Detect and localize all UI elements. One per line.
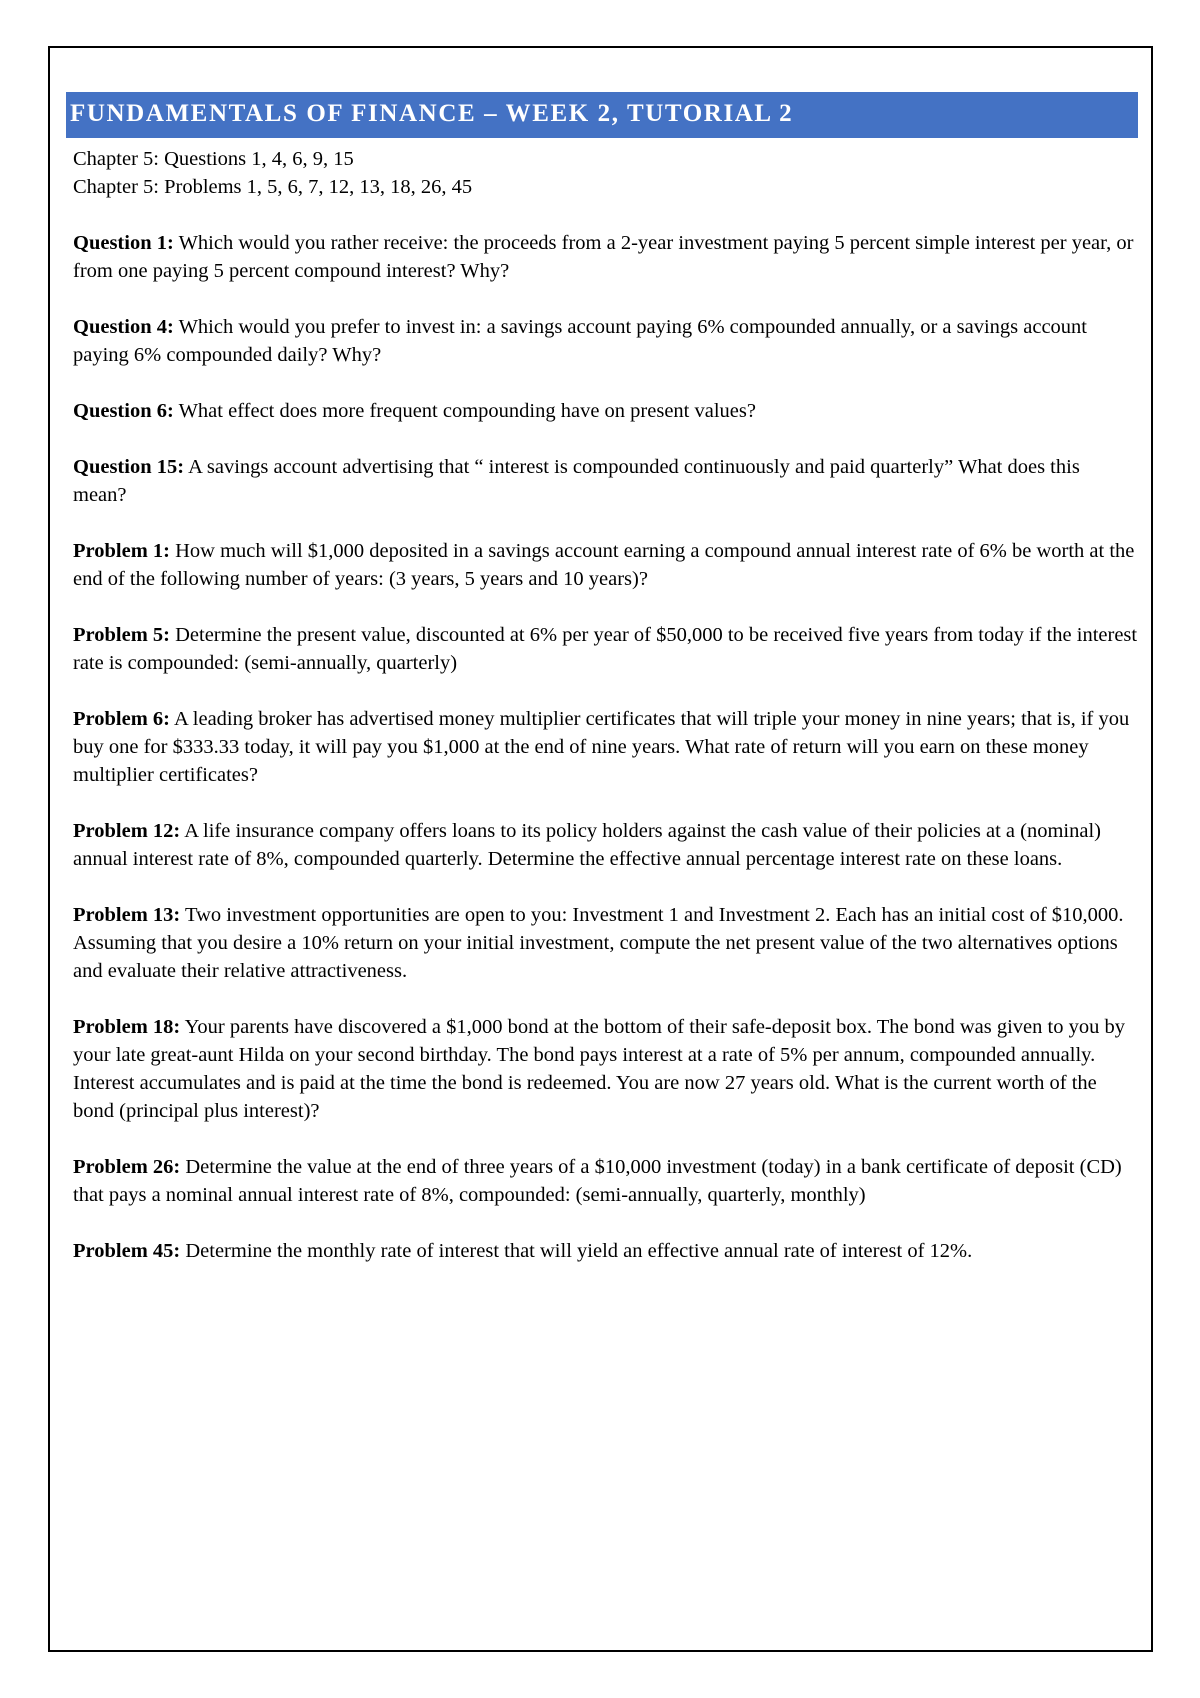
item-text: Determine the value at the end of three years of a $10,000 investment (today) in a bank certificate of deposit (CD) that pays a nominal annual interest rate of 8%, compounded: (semi-annually, quarterly, monthly) bbox=[73, 1156, 1122, 1206]
page-title: FUNDAMENTALS OF FINANCE – WEEK 2, TUTORIAL 2 bbox=[70, 100, 794, 127]
problem-5 bbox=[73, 621, 1138, 677]
problem-45 bbox=[73, 1237, 1138, 1265]
item-text: A leading broker has advertised money multiplier certificates that will triple your money in nine years; that is, if you buy one for $333.33 today, it will pay you $1,000 at the end of nine years. What rate of return will you earn on these money multiplier certificates? bbox=[73, 708, 1130, 786]
item-text: A life insurance company offers loans to its policy holders against the cash value of their policies at a (nominal) annual interest rate of 8%, compounded quarterly. Determine the effective annual percentage interest rate on these loans. bbox=[73, 820, 1101, 870]
item-label: Question 1: bbox=[73, 232, 174, 254]
question-4 bbox=[73, 313, 1138, 369]
item-text: A savings account advertising that “ interest is compounded continuously and paid quarterly” What does this mean? bbox=[73, 456, 1080, 506]
item-text: How much will $1,000 deposited in a savings account earning a compound annual interest rate of 6% be worth at the end of the following number of years: (3 years, 5 years and 10 years)? bbox=[73, 540, 1135, 590]
item-text: Which would you prefer to invest in: a savings account paying 6% compounded annually, or a savings account paying 6% compounded daily? Why? bbox=[73, 316, 1087, 366]
item-label: Problem 26: bbox=[73, 1156, 181, 1178]
item-label: Question 4: bbox=[73, 316, 174, 338]
problem-12 bbox=[73, 817, 1138, 873]
item-label: Problem 6: bbox=[73, 708, 170, 730]
item-text: Determine the monthly rate of interest that will yield an effective annual rate of interest of 12%. bbox=[185, 1240, 973, 1262]
problem-13 bbox=[73, 901, 1138, 985]
item-label: Problem 12: bbox=[73, 820, 181, 842]
item-label: Problem 13: bbox=[73, 904, 181, 926]
question-15 bbox=[73, 453, 1138, 509]
problem-26 bbox=[73, 1153, 1138, 1209]
problem-1 bbox=[73, 537, 1138, 593]
item-text: Your parents have discovered a $1,000 bond at the bottom of their safe-deposit box. The bond was given to you by your late great-aunt Hilda on your second birthday. The bond pays interest at a rate of 5% per annum, compounded annually. Interest accumulates and is paid at the time the bond is redeemed. You are now 27 years old. What is the current worth of the bond (principal plus interest)? bbox=[73, 1016, 1125, 1122]
question-1 bbox=[73, 229, 1138, 285]
item-text: Two investment opportunities are open to you: Investment 1 and Investment 2. Each has an initial cost of $10,000. Assuming that you desire a 10% return on your initial investment, compute the net present value of the two alternatives options and evaluate their relative attractiveness. bbox=[73, 904, 1124, 982]
item-label: Problem 5: bbox=[73, 624, 170, 646]
item-label: Problem 18: bbox=[73, 1016, 181, 1038]
chapter-questions-line: Chapter 5: Questions 1, 4, 6, 9, 15 bbox=[73, 148, 354, 170]
item-label: Problem 1: bbox=[73, 540, 170, 562]
question-6 bbox=[73, 397, 1138, 425]
item-label: Problem 45: bbox=[73, 1240, 181, 1262]
problem-18 bbox=[73, 1013, 1138, 1125]
item-label: Question 6: bbox=[73, 400, 174, 422]
document-body bbox=[73, 145, 1138, 1265]
title-bar bbox=[66, 92, 1138, 138]
item-label: Question 15: bbox=[73, 456, 185, 478]
item-text: What effect does more frequent compounding have on present values? bbox=[178, 400, 756, 422]
item-text: Which would you rather receive: the proceeds from a 2-year investment paying 5 percent simple interest per year, or from one paying 5 percent compound interest? Why? bbox=[73, 232, 1134, 282]
problem-6 bbox=[73, 705, 1138, 789]
item-text: Determine the present value, discounted at 6% per year of $50,000 to be received five years from today if the interest rate is compounded: (semi-annually, quarterly) bbox=[73, 624, 1138, 674]
chapter-problems-line: Chapter 5: Problems 1, 5, 6, 7, 12, 13, 18, 26, 45 bbox=[73, 176, 473, 198]
